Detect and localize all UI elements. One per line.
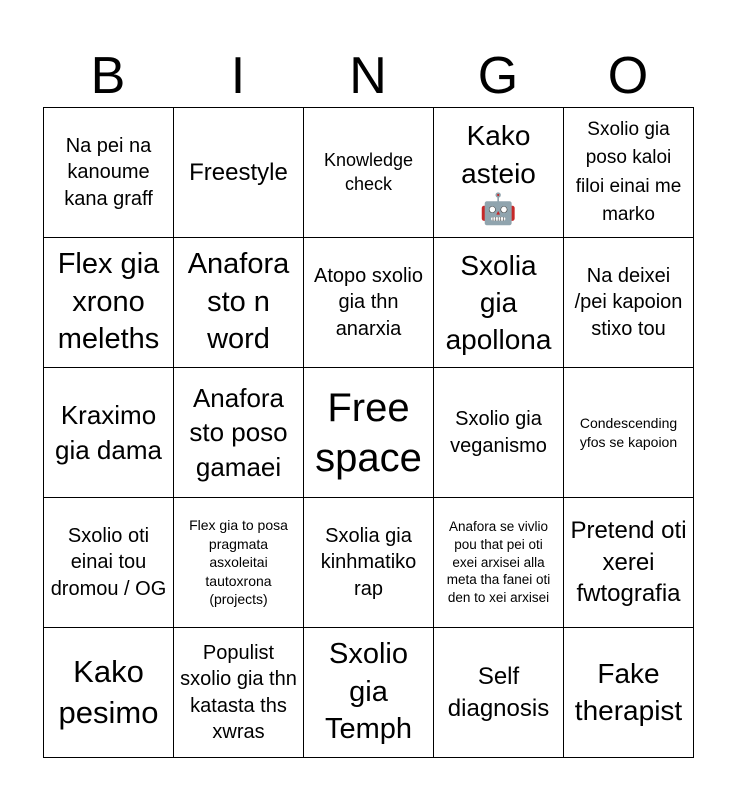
bingo-cell[interactable] xyxy=(434,628,564,758)
bingo-cell[interactable] xyxy=(564,628,694,758)
bingo-cell[interactable] xyxy=(174,368,304,498)
cell-text: Free space xyxy=(315,385,422,480)
bingo-cell[interactable] xyxy=(564,498,694,628)
cell-text: Flex gia xrono meleths xyxy=(57,247,160,356)
cell-text: Condescending yfos se kapoion xyxy=(579,415,678,450)
header-letter-i: I xyxy=(230,47,246,105)
bingo-cell[interactable] xyxy=(174,628,304,758)
cell-text: Knowledge check xyxy=(323,149,414,194)
header-letter-g: G xyxy=(477,47,519,105)
bingo-header xyxy=(43,44,693,108)
bingo-cell[interactable] xyxy=(44,368,174,498)
cell-text: Na pei na kanoume kana graff xyxy=(64,134,153,210)
cell-text: Sxolio gia Temph xyxy=(324,637,413,746)
cell-text: Sxolia gia kinhmatiko rap xyxy=(320,524,417,600)
bingo-cell[interactable] xyxy=(304,498,434,628)
cell-text: Freestyle xyxy=(189,158,288,186)
cell-text: Fake therapist xyxy=(574,657,683,726)
cell-text: Anafora sto poso gamaei xyxy=(189,383,288,482)
cell-text: Anafora se vivlio pou that pei oti exei arxisei alla meta tha fanei oti den to xei arxisei xyxy=(446,518,551,606)
bingo-cell[interactable] xyxy=(434,238,564,368)
robot-icon: 🤖 xyxy=(479,192,518,226)
cell-text: Pretend oti xerei fwtografia xyxy=(570,516,687,608)
header-letter-o: O xyxy=(607,47,649,105)
bingo-cell[interactable] xyxy=(304,108,434,238)
cell-text: Sxolio gia poso kaloi filoi einai me marko xyxy=(575,118,682,225)
cell-text: Self diagnosis xyxy=(447,662,550,722)
bingo-cell-free[interactable] xyxy=(304,368,434,498)
cell-text: Atopo sxolio gia thn anarxia xyxy=(314,264,423,340)
bingo-board xyxy=(43,107,694,758)
bingo-cell[interactable] xyxy=(564,108,694,238)
bingo-cell[interactable] xyxy=(44,498,174,628)
cell-text: Kraximo gia dama xyxy=(55,400,162,465)
bingo-cell[interactable] xyxy=(304,238,434,368)
header-letter-b: B xyxy=(90,47,126,105)
bingo-cell[interactable] xyxy=(434,498,564,628)
bingo-cell[interactable] xyxy=(44,628,174,758)
cell-text: Populist sxolio gia thn katasta ths xwras xyxy=(180,641,297,743)
cell-text: Kako asteio xyxy=(461,120,536,189)
cell-text: Flex gia to posa pragmata asxoleitai tautoxrona (projects) xyxy=(189,517,288,608)
bingo-cell[interactable] xyxy=(174,108,304,238)
bingo-cell[interactable] xyxy=(44,238,174,368)
bingo-cell[interactable] xyxy=(434,368,564,498)
cell-text: Anafora sto n word xyxy=(187,247,290,356)
bingo-cell[interactable] xyxy=(44,108,174,238)
cell-text: Sxolio gia veganismo xyxy=(450,408,547,457)
bingo-cell[interactable] xyxy=(174,238,304,368)
cell-text: Sxolia gia apollona xyxy=(445,249,552,356)
cell-text: Kako pesimo xyxy=(58,654,159,730)
bingo-cell[interactable] xyxy=(304,628,434,758)
bingo-cell[interactable] xyxy=(564,368,694,498)
cell-text: Na deixei /pei kapoion stixo tou xyxy=(574,264,683,340)
bingo-cell[interactable] xyxy=(564,238,694,368)
cell-text: Sxolio oti einai tou dromou / OG xyxy=(50,524,167,600)
bingo-cell[interactable] xyxy=(434,108,564,238)
header-letter-n: N xyxy=(349,47,387,105)
bingo-cell[interactable] xyxy=(174,498,304,628)
